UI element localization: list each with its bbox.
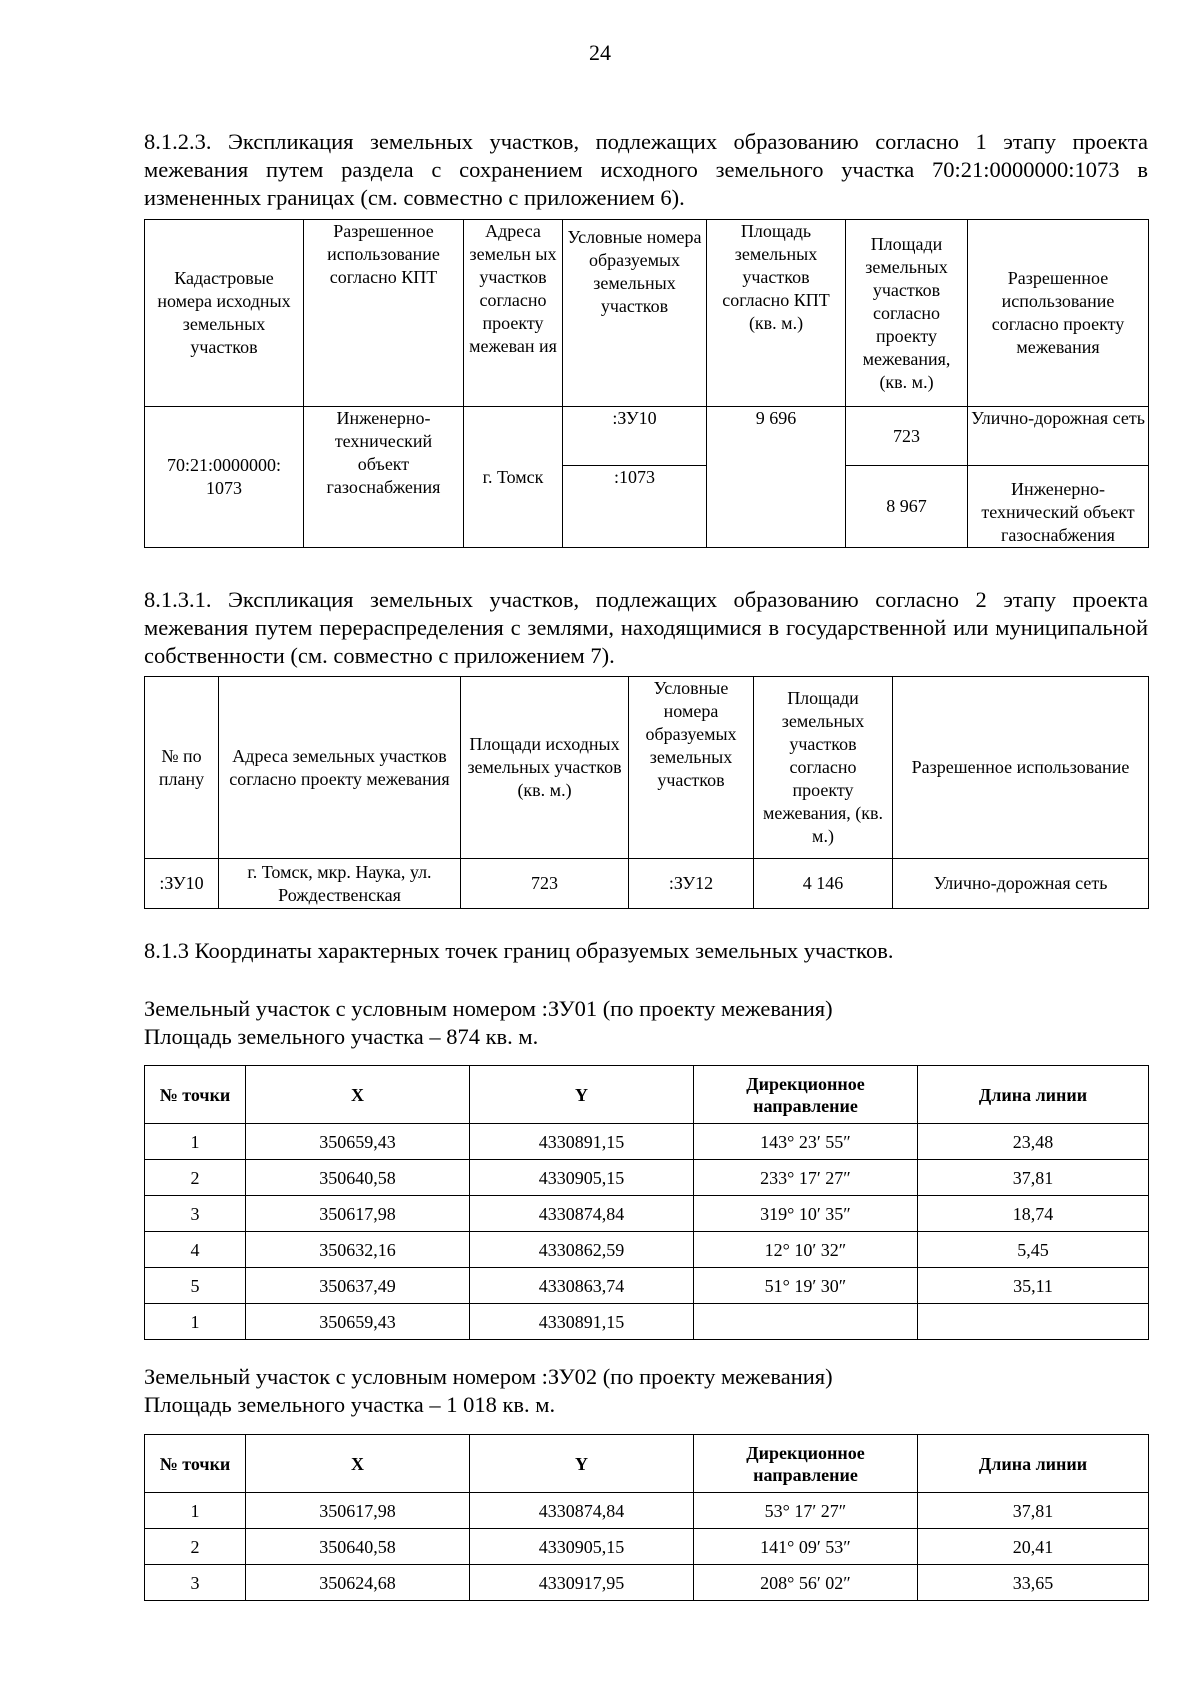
header-point: № точки bbox=[145, 1435, 246, 1493]
cell-area-1: 723 bbox=[846, 407, 968, 466]
cell-point: 1 bbox=[145, 1493, 246, 1529]
coords-table-1 bbox=[144, 1065, 1149, 1340]
expl-table-2 bbox=[144, 676, 1149, 909]
cell-length: 5,45 bbox=[918, 1232, 1149, 1268]
header-cond-numbers: Условные номера образуемых земельных участков bbox=[563, 220, 707, 407]
section-2-heading: 8.1.3.1. Экспликация земельных участков, подлежащих образованию согласно 2 этапу проекта межевания путем перераспределения с землями, находящимися в государственной или муниципальной собственности (см. совместно с приложением 7). bbox=[144, 587, 1148, 668]
cell-y: 4330905,15 bbox=[470, 1160, 694, 1196]
coords-table-2 bbox=[144, 1434, 1149, 1601]
cell-direction: 143° 23′ 55″ bbox=[694, 1124, 918, 1160]
expl-table-1 bbox=[144, 219, 1149, 548]
cell-direction: 12° 10′ 32″ bbox=[694, 1232, 918, 1268]
header-address: Адреса земельн ых участков согласно проекту межеван ия bbox=[464, 220, 563, 407]
table-row bbox=[145, 1529, 1149, 1565]
cell-use-kpt: Инженерно-технический объект газоснабжения bbox=[304, 407, 464, 548]
header-area-kpt: Площадь земельных участков согласно КПТ (кв. м.) bbox=[707, 220, 846, 407]
cell-length: 35,11 bbox=[918, 1268, 1149, 1304]
cell-y: 4330891,15 bbox=[470, 1124, 694, 1160]
cell-point: 2 bbox=[145, 1160, 246, 1196]
cell-x: 350617,98 bbox=[246, 1196, 470, 1232]
cell-cond-1: :ЗУ10 bbox=[563, 407, 707, 466]
cell-area-kpt: 9 696 bbox=[707, 407, 846, 548]
plot-1-title: Земельный участок с условным номером :ЗУ01 (по проекту межевания) bbox=[144, 996, 833, 1021]
cell-x: 350640,58 bbox=[246, 1529, 470, 1565]
cell-plan-num: :ЗУ10 bbox=[145, 859, 219, 909]
header-direction: Дирекционное направление bbox=[694, 1066, 918, 1124]
plot-1-area: Площадь земельного участка – 874 кв. м. bbox=[144, 1024, 539, 1049]
cell-address: г. Томск, мкр. Наука, ул. Рождественская bbox=[219, 859, 461, 909]
table-row bbox=[145, 1493, 1149, 1529]
cell-x: 350659,43 bbox=[246, 1124, 470, 1160]
cell-length: 20,41 bbox=[918, 1529, 1149, 1565]
header-length: Длина линии bbox=[918, 1435, 1149, 1493]
header-use: Разрешенное использование bbox=[893, 677, 1149, 859]
header-use-kpt: Разрешенное использование согласно КПТ bbox=[304, 220, 464, 407]
header-address: Адреса земельных участков согласно проекту межевания bbox=[219, 677, 461, 859]
cell-x: 350640,58 bbox=[246, 1160, 470, 1196]
header-area-project: Площади земельных участков согласно проекту межевания, (кв. м.) bbox=[846, 220, 968, 407]
cell-direction: 233° 17′ 27″ bbox=[694, 1160, 918, 1196]
cell-y: 4330891,15 bbox=[470, 1304, 694, 1340]
cell-length: 37,81 bbox=[918, 1160, 1149, 1196]
table-row bbox=[145, 1196, 1149, 1232]
header-point: № точки bbox=[145, 1066, 246, 1124]
cell-point: 3 bbox=[145, 1565, 246, 1601]
table-row bbox=[145, 1232, 1149, 1268]
header-y: Y bbox=[470, 1066, 694, 1124]
cell-x: 350617,98 bbox=[246, 1493, 470, 1529]
header-length: Длина линии bbox=[918, 1066, 1149, 1124]
cell-point: 5 bbox=[145, 1268, 246, 1304]
cell-y: 4330863,74 bbox=[470, 1268, 694, 1304]
cell-y: 4330905,15 bbox=[470, 1529, 694, 1565]
header-plan-num: № по плану bbox=[145, 677, 219, 859]
cell-y: 4330917,95 bbox=[470, 1565, 694, 1601]
section-3-heading: 8.1.3 Координаты характерных точек границ образуемых земельных участков. bbox=[144, 938, 894, 963]
cell-area-2: 8 967 bbox=[846, 466, 968, 548]
cell-cond: :ЗУ12 bbox=[629, 859, 754, 909]
header-y: Y bbox=[470, 1435, 694, 1493]
header-x: X bbox=[246, 1435, 470, 1493]
header-area-src: Площади исходных земельных участков (кв. м.) bbox=[461, 677, 629, 859]
table-row bbox=[145, 1160, 1149, 1196]
header-cond-numbers: Условные номера образуемых земельных участков bbox=[629, 677, 754, 859]
section-1-heading: 8.1.2.3. Экспликация земельных участков, подлежащих образованию согласно 1 этапу проекта межевания путем раздела с сохранением исходного земельного участка 70:21:0000000:1073 в измененных границах (см. совместно с приложением 6). bbox=[144, 129, 1148, 210]
cell-length: 37,81 bbox=[918, 1493, 1149, 1529]
cell-y: 4330862,59 bbox=[470, 1232, 694, 1268]
plot-2-area: Площадь земельного участка – 1 018 кв. м. bbox=[144, 1392, 556, 1417]
plot-2-title: Земельный участок с условным номером :ЗУ02 (по проекту межевания) bbox=[144, 1364, 833, 1389]
cell-point: 1 bbox=[145, 1124, 246, 1160]
cell-x: 350624,68 bbox=[246, 1565, 470, 1601]
cell-address: г. Томск bbox=[464, 407, 563, 548]
cell-point: 3 bbox=[145, 1196, 246, 1232]
cell-area-project: 4 146 bbox=[754, 859, 893, 909]
cell-direction: 51° 19′ 30″ bbox=[694, 1268, 918, 1304]
cell-point: 2 bbox=[145, 1529, 246, 1565]
table-row bbox=[145, 1124, 1149, 1160]
cell-length: 33,65 bbox=[918, 1565, 1149, 1601]
cell-x: 350632,16 bbox=[246, 1232, 470, 1268]
cell-use-2: Инженерно-технический объект газоснабжения bbox=[968, 466, 1149, 548]
cell-direction: 141° 09′ 53″ bbox=[694, 1529, 918, 1565]
header-x: X bbox=[246, 1066, 470, 1124]
page-number: 24 bbox=[589, 40, 611, 65]
cell-point: 4 bbox=[145, 1232, 246, 1268]
cell-y: 4330874,84 bbox=[470, 1196, 694, 1232]
cell-length: 23,48 bbox=[918, 1124, 1149, 1160]
cell-length: 18,74 bbox=[918, 1196, 1149, 1232]
cell-use: Улично-дорожная сеть bbox=[893, 859, 1149, 909]
header-area-project: Площади земельных участков согласно проекту межевания, (кв. м.) bbox=[754, 677, 893, 859]
cell-direction: 53° 17′ 27″ bbox=[694, 1493, 918, 1529]
cell-direction: 319° 10′ 35″ bbox=[694, 1196, 918, 1232]
cell-direction: 208° 56′ 02″ bbox=[694, 1565, 918, 1601]
cell-x: 350659,43 bbox=[246, 1304, 470, 1340]
cell-y: 4330874,84 bbox=[470, 1493, 694, 1529]
cell-area-src: 723 bbox=[461, 859, 629, 909]
header-use-project: Разрешенное использование согласно проекту межевания bbox=[968, 220, 1149, 407]
cell-point: 1 bbox=[145, 1304, 246, 1340]
table-row bbox=[145, 1565, 1149, 1601]
cell-length bbox=[918, 1304, 1149, 1340]
cell-direction bbox=[694, 1304, 918, 1340]
cell-cond-2: :1073 bbox=[563, 466, 707, 548]
table-row bbox=[145, 1304, 1149, 1340]
cell-x: 350637,49 bbox=[246, 1268, 470, 1304]
cell-cadastral: 70:21:0000000: 1073 bbox=[145, 407, 304, 548]
header-direction: Дирекционное направление bbox=[694, 1435, 918, 1493]
header-cadastral: Кадастровые номера исходных земельных участков bbox=[145, 220, 304, 407]
cell-use-1: Улично-дорожная сеть bbox=[968, 407, 1149, 466]
table-row bbox=[145, 1268, 1149, 1304]
